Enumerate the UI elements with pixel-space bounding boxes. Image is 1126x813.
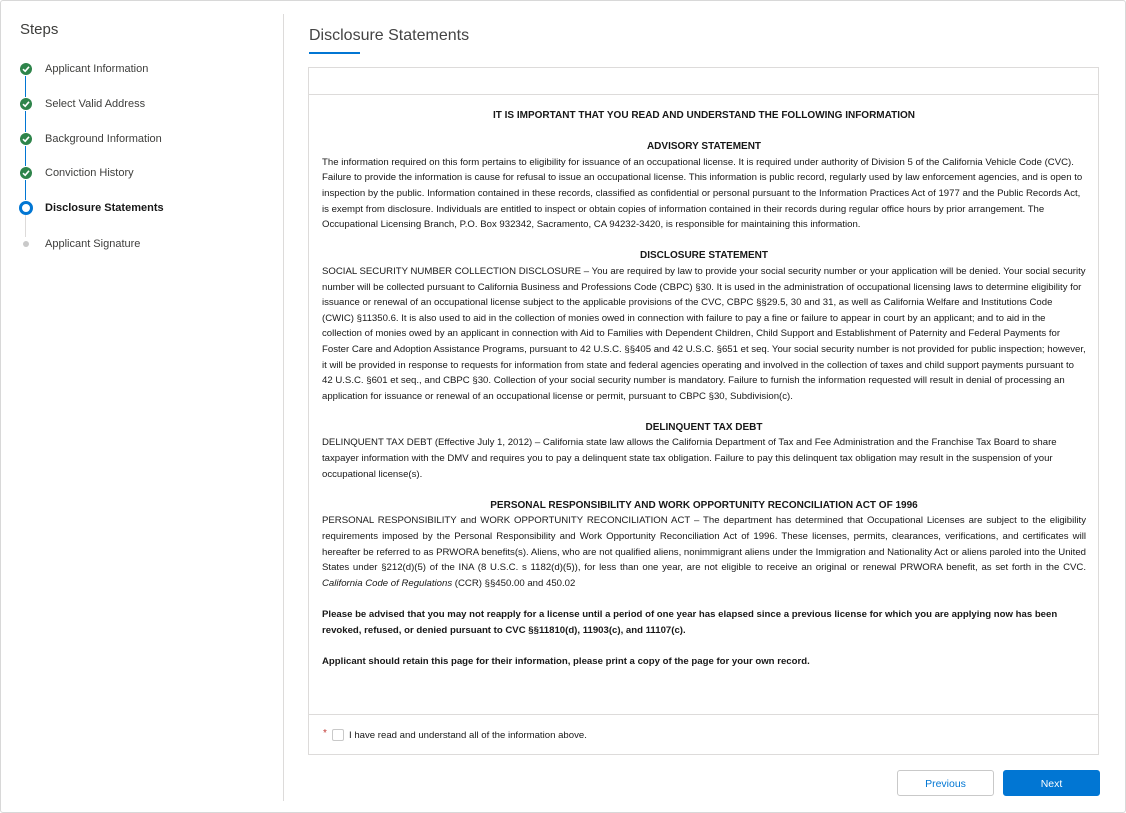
- disclosure-document: [322, 108, 1086, 669]
- steps-title: Steps: [20, 21, 59, 38]
- acknowledgement-checkbox[interactable]: [332, 729, 344, 741]
- sidebar-divider: [283, 14, 284, 801]
- advisory-text: The information required on this form pertains to eligibility for issuance of an occupational license. It is required under authority of Division 5 of the California Vehicle Code (CVC). Failure to provide the information is cause for refusal to issue an occupational license. This information is public record, regularly used by law enforcement agencies, and is open to inspection by the public. Information contained in these records, classified as confidential or personal pursuant to the Information Practices Act of 1977 and the Public Records Act, is exempt from disclosure. Individuals are entitled to inspect or obtain copies of information contained in their records during regular office hours by prior arrangement. The Occupational Licensing Branch, P.O. Box 932342, Sacramento, CA 94232-3420, is responsible for maintaining this information.: [322, 156, 1083, 231]
- previous-button[interactable]: Previous: [897, 770, 994, 796]
- step-conviction-history[interactable]: [0, 158, 283, 188]
- step-disclosure-statements[interactable]: [0, 193, 283, 223]
- prwora-text: PERSONAL RESPONSIBILITY and WORK OPPORTUNITY RECONCILIATION ACT – The department has determined that Occupational Licenses are subject to the eligibility requirements imposed by the Personal Responsibility and Work Opportunity Reconciliation Act of 1996. These licenses, permits, clearances, verifications, and certificates will hereafter be referred to as PRWORA benefits(s). Aliens, who are not qualified aliens, nonimmigrant aliens under the Immigration and Nationality Act or aliens paroled into the United States under §212(d)(5) of the INA (8 U.S.C. s 1182(d)(5)), for less than one year, are not eligible to receive an original or renewal PRWORA benefit, as set forth in the CVC.: [322, 515, 1086, 574]
- step-applicant-information[interactable]: [0, 54, 283, 84]
- step-label: Disclosure Statements: [45, 202, 164, 214]
- disclosure-text: SOCIAL SECURITY NUMBER COLLECTION DISCLOSURE – You are required by law to provide your social security number or your application will be denied. Your social security number will be collected pursuant to California Business and Professions Code (CBPC) §30. It is used in the administration of occupational licensing laws to determine eligibility for issuance or renewal of an occupational license subject to the applicable provisions of the CVC, CBPC §§29.5, 30 and 31, as well as California Welfare and Institutions Code (CWIC) §11350.6. It is also used to aid in the collection of monies owed in connection with failure to pay a fine or failure to appear in court by an applicant; and to aid in the collection of monies owed by an applicant in connection with Aid to Families with Dependent Children, Child Support and Establishment of Paternity and Federal Payments for Foster Care and Adoption Assistance Programs, pursuant to 42 U.S.C. §§405 and 42 U.S.C. §651 et seq. Your social security number is not provided for public inspection; however, it will be provided in response to requests for information from state and federal agencies operating and involved in the collection of taxes and child support payments pursuant to 42 U.S.C. §601 et seq., and CBPC §30. Collection of your social security number is mandatory. Failure to furnish the information requested will result in denial of processing an application for issuance or renewal of an occupational license or permit, pursuant to CBPC §30, Subdivision(c).: [322, 265, 1086, 402]
- card-divider: [309, 714, 1098, 715]
- prwora-paragraph: [322, 513, 1086, 591]
- prwora-tail: (CCR) §§450.00 and 450.02: [454, 577, 576, 589]
- page-title: Disclosure Statements: [309, 27, 470, 44]
- retain-notice: Applicant should retain this page for their information, please print a copy of the page for your own record.: [322, 655, 810, 667]
- title-underline: [309, 52, 360, 54]
- steps-sidebar: [0, 0, 283, 813]
- prwora-italic: California Code of Regulations: [322, 577, 453, 589]
- step-label: Select Valid Address: [45, 98, 146, 110]
- step-label: Background Information: [45, 133, 162, 145]
- step-label: Conviction History: [45, 167, 134, 179]
- disclosure-card: [308, 67, 1099, 755]
- check-icon: [20, 98, 32, 110]
- advisory-heading: ADVISORY STATEMENT: [646, 141, 762, 153]
- next-button[interactable]: Next: [1003, 770, 1100, 796]
- current-step-icon: [19, 201, 33, 215]
- step-applicant-signature[interactable]: [0, 229, 283, 259]
- tax-heading: DELINQUENT TAX DEBT: [645, 421, 763, 433]
- step-label: Applicant Signature: [45, 238, 141, 250]
- pending-step-icon: [23, 241, 29, 247]
- prwora-heading: PERSONAL RESPONSIBILITY AND WORK OPPORTUNITY RECONCILIATION ACT OF 1996: [490, 499, 918, 511]
- check-icon: [20, 63, 32, 75]
- document-heading: IT IS IMPORTANT THAT YOU READ AND UNDERSTAND THE FOLLOWING INFORMATION: [492, 110, 915, 121]
- step-label: Applicant Information: [45, 63, 149, 75]
- reapply-notice: Please be advised that you may not reapply for a license until a period of one year has elapsed since a previous license for which you are applying now has been revoked, refused, or denied pursuant to CVC §§11810(d), 11903(c), and 11107(c).: [322, 609, 1058, 636]
- check-icon: [20, 133, 32, 145]
- tax-text: DELINQUENT TAX DEBT (Effective July 1, 2012) – California state law allows the California Department of Tax and Fee Administration and the Franchise Tax Board to share taxpayer information with the DMV and requires you to pay a delinquent state tax obligation. Failure to pay this delinquent tax obligation may result in the suspension of your occupational license(s).: [322, 437, 1057, 480]
- disclosure-heading: DISCLOSURE STATEMENT: [640, 250, 768, 262]
- step-select-valid-address[interactable]: [0, 89, 283, 119]
- acknowledgement-label[interactable]: I have read and understand all of the information above.: [349, 730, 587, 741]
- check-icon: [20, 167, 32, 179]
- step-background-information[interactable]: [0, 124, 283, 154]
- required-marker: *: [323, 728, 327, 739]
- card-header: [309, 68, 1098, 95]
